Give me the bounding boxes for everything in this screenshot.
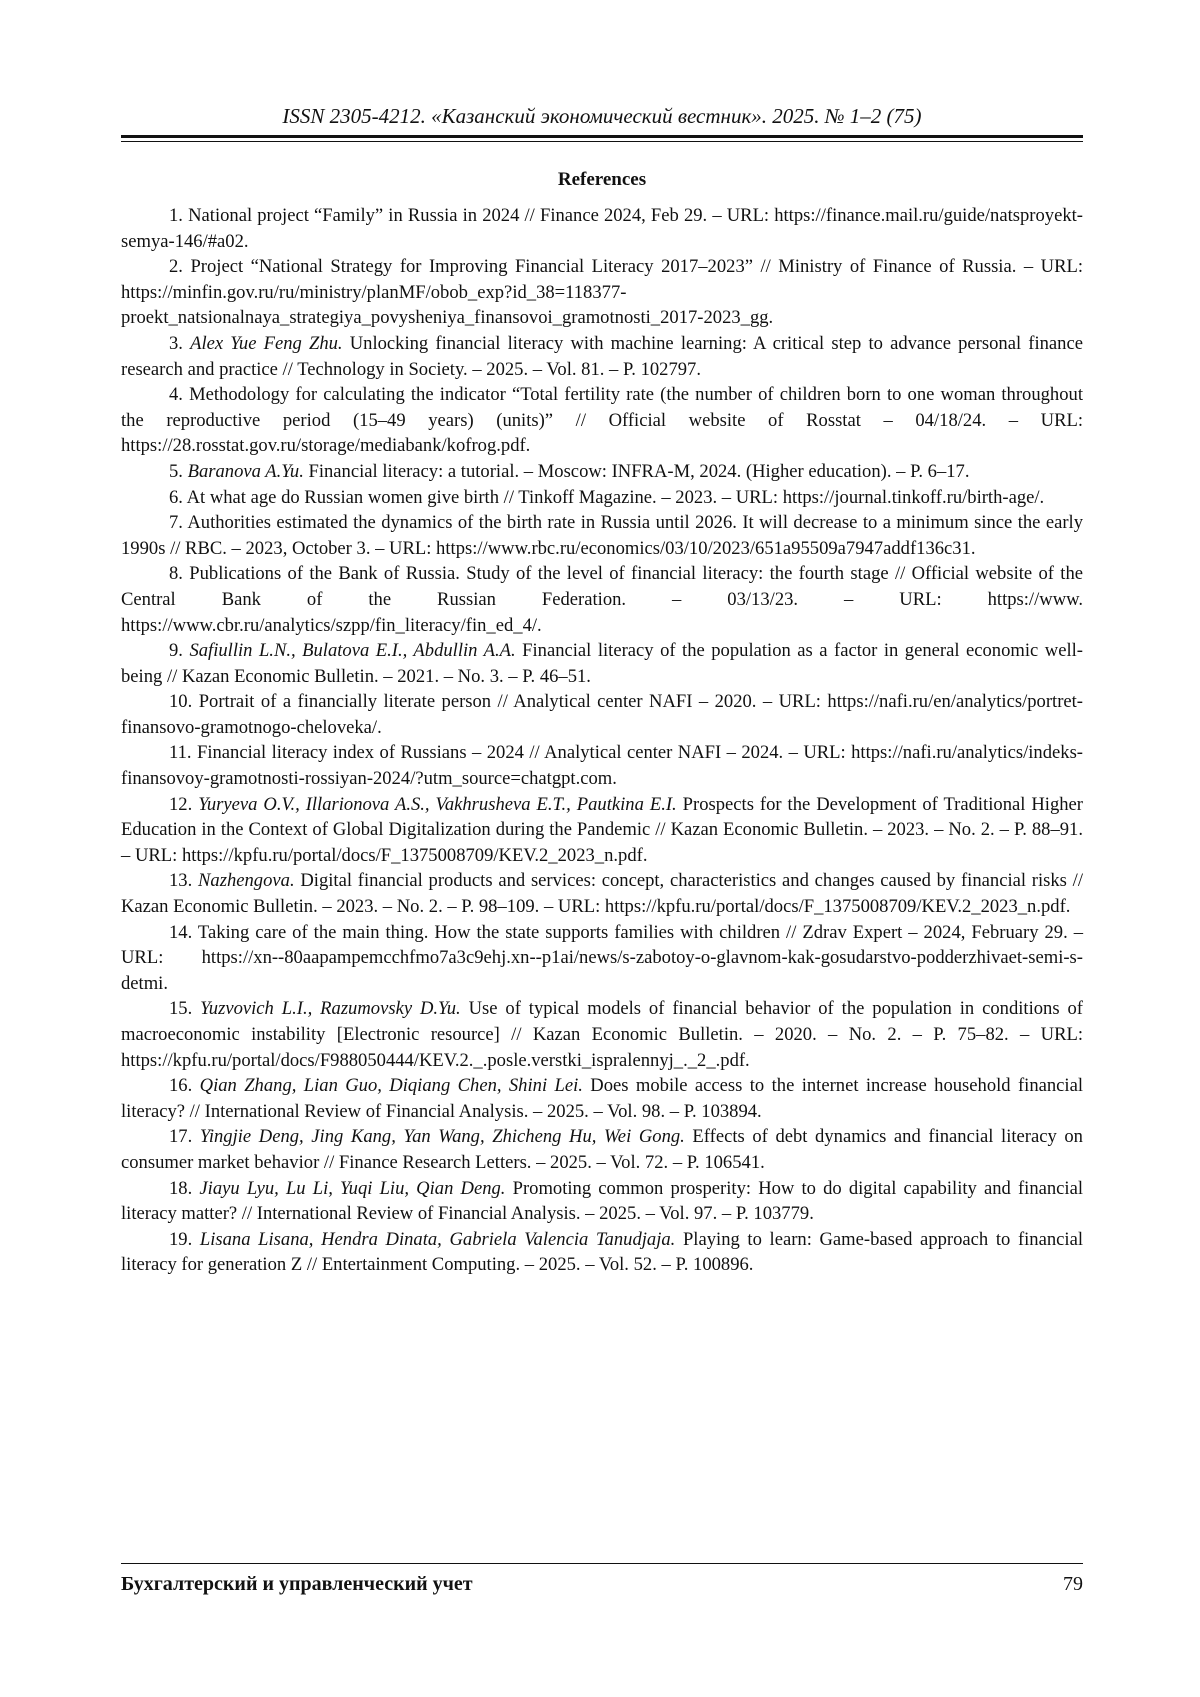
reference-text: Financial literacy of the population as a factor in general economic well-being // Kazan Economic Bulletin. – 2021. – No. 3. – P. 46–51. [121, 640, 1083, 687]
reference-item [121, 254, 1083, 331]
reference-number: 17. [169, 1126, 193, 1148]
reference-text: Effects of debt dynamics and financial literacy on consumer market behavior // Finance Research Letters. – 2025. – Vol. 72. – P. 106541. [121, 1126, 1083, 1173]
reference-item [121, 510, 1083, 561]
reference-text: Unlocking financial literacy with machine learning: A critical step to advance personal finance research and practice // Technology in Society. – 2025. – Vol. 81. – P. 102797. [121, 332, 1083, 380]
reference-item [121, 1124, 1083, 1175]
footer-journal-section: Бухгалтерский и управленческий учет [121, 1573, 473, 1595]
reference-text: Promoting common prosperity: How to do digital capability and financial literacy matter? // International Review of Financial Analysis. – 2025. – Vol. 97. – P. 103779. [121, 1177, 1083, 1225]
reference-number: 4. [169, 384, 183, 406]
references-title: References [557, 169, 647, 190]
reference-authors: Yuzvovich L.I., Razumovsky D.Yu. [200, 998, 461, 1020]
reference-item [121, 1073, 1083, 1124]
reference-text: Playing to learn: Game-based approach to financial literacy for generation Z // Entertainment Computing. – 2025. – Vol. 52. – P. 100896. [121, 1228, 1083, 1276]
reference-text: At what age do Russian women give birth // Tinkoff Magazine. – 2023. – URL: https://journal.tinkoff.ru/birth-age/. [186, 486, 1045, 508]
reference-item [121, 792, 1083, 869]
reference-text: Financial literacy index of Russians – 2024 // Analytical center NAFI – 2024. – URL: https://nafi.ru/analytics/indeks-finansovoy-gramotnosti-rossiyan-2024/?utm_source=chatgpt.com. [121, 742, 1083, 790]
reference-number: 5. [169, 460, 183, 482]
reference-item [121, 459, 1083, 485]
reference-item [121, 485, 1083, 511]
reference-number: 15. [169, 998, 193, 1020]
reference-text: Financial literacy: a tutorial. – Moscow: INFRA-M, 2024. (Higher education). – P. 6–17. [308, 460, 970, 482]
reference-text: Publications of the Bank of Russia. Study of the level of financial literacy: the fourth stage // Official website of the Central Bank of the Russian Federation. – 03/13/23. – URL: https://www. https://www.cbr.ru/analytics/szpp/fin_literacy/fin_ed_4/. [121, 563, 1084, 636]
reference-number: 18. [169, 1177, 193, 1199]
reference-text: Portrait of a financially literate person // Analytical center NAFI – 2020. – URL: https://nafi.ru/en/analytics/portret-finansovo-gramotnogo-cheloveka/. [121, 691, 1083, 738]
reference-item [121, 689, 1083, 740]
reference-number: 13. [169, 870, 193, 892]
reference-number: 19. [169, 1228, 193, 1250]
reference-number: 14. [169, 921, 193, 943]
header-rule-thick [121, 135, 1083, 138]
reference-authors: Yuryeva O.V., Illarionova A.S., Vakhrusheva E.T., Pautkina E.I. [198, 793, 677, 815]
reference-number: 7. [169, 512, 183, 534]
reference-text: Prospects for the Development of Traditional Higher Education in the Context of Global Digitalization during the Pandemic // Kazan Economic Bulletin. – 2023. – No. 2. – P. 88–91. – URL: https://kpfu.ru/portal/docs/F_1375008709/KEV.2_2023_n.pdf. [121, 793, 1083, 866]
reference-number: 6. [169, 486, 183, 508]
references-list [121, 203, 1083, 1278]
reference-authors: Yingjie Deng, Jing Kang, Yan Wang, Zhicheng Hu, Wei Gong. [199, 1126, 685, 1148]
reference-item [121, 920, 1083, 997]
reference-authors: Alex Yue Feng Zhu. [190, 332, 343, 354]
reference-text: Project “National Strategy for Improving Financial Literacy 2017–2023” // Ministry of Finance of Russia. – URL: https://minfin.gov.ru/ru/ministry/planMF/obob_exp?id_38=118377-proekt_natsionalnaya_strategiya_povysheniya_finansovoi_gramotnosti_2017-2023_gg. [121, 256, 1083, 329]
reference-item [121, 1227, 1083, 1278]
page-number: 79 [1063, 1573, 1083, 1595]
reference-authors: Lisana Lisana, Hendra Dinata, Gabriela Valencia Tanudjaja. [199, 1228, 676, 1250]
reference-authors: Safiullin L.N., Bulatova E.I., Abdullin A.A. [189, 640, 516, 662]
reference-item [121, 638, 1083, 689]
reference-number: 2. [169, 256, 183, 278]
reference-number: 16. [169, 1075, 193, 1097]
reference-number: 11. [169, 742, 192, 764]
footer-rule [121, 1563, 1083, 1564]
reference-number: 1. [169, 205, 183, 226]
reference-authors: Jiayu Lyu, Lu Li, Yuqi Liu, Qian Deng. [199, 1177, 506, 1199]
reference-item [121, 203, 1083, 254]
running-header: ISSN 2305-4212. «Казанский экономический вестник». 2025. № 1–2 (75) [282, 104, 922, 128]
reference-item [121, 382, 1083, 459]
reference-text: Methodology for calculating the indicator “Total fertility rate (the number of children born to one woman throughout the reproductive period (15–49 years) (units)” // Official website of Rosstat – 04/18/24. – URL: https://28.rosstat.gov.ru/storage/mediabank/kofrog.pdf. [121, 384, 1083, 457]
reference-item [121, 331, 1083, 382]
reference-authors: Nazhengova. [198, 870, 295, 892]
reference-text: Does mobile access to the internet increase household financial literacy? // International Review of Financial Analysis. – 2025. – Vol. 98. – P. 103894. [121, 1075, 1084, 1122]
reference-text: Taking care of the main thing. How the state supports families with children // Zdrav Expert – 2024, February 29. – URL: https://xn--80aapampemcchfmo7a3c9ehj.xn--p1ai/news/s-zabotoy-o-glavnom-kak-gosudarstvo-podderzhivaet-semi-s-detmi. [121, 921, 1083, 994]
reference-authors: Baranova A.Yu. [187, 460, 304, 482]
reference-number: 10. [169, 691, 193, 713]
reference-authors: Qian Zhang, Lian Guo, Diqiang Chen, Shini Lei. [199, 1075, 583, 1097]
reference-item [121, 1176, 1083, 1227]
header-rule-thin [121, 141, 1083, 142]
reference-text: Digital financial products and services: concept, characteristics and changes caused by financial risks // Kazan Economic Bulletin. – 2023. – No. 2. – P. 98–109. – URL: https://kpfu.ru/portal/docs/F_1375008709/KEV.2_2023_n.pdf. [121, 870, 1083, 918]
reference-text: Use of typical models of financial behavior of the population in conditions of macroeconomic instability [Electronic resource] // Kazan Economic Bulletin. – 2020. – No. 2. – P. 75–82. – URL: https://kpfu.ru/portal/docs/F988050444/KEV.2._.posle.verstki_ispralennyj_._2_.pdf. [121, 998, 1083, 1071]
reference-item [121, 996, 1083, 1073]
reference-number: 12. [169, 793, 193, 815]
reference-text: National project “Family” in Russia in 2024 // Finance 2024, Feb 29. – URL: https://finance.mail.ru/guide/natsproyekt-semya-146/#a02. [121, 205, 1084, 252]
reference-number: 8. [169, 563, 183, 585]
reference-number: 9. [169, 640, 183, 662]
reference-item [121, 561, 1083, 638]
reference-text: Authorities estimated the dynamics of the birth rate in Russia until 2026. It will decrease to a minimum since the early 1990s // RBC. – 2023, October 3. – URL: https://www.rbc.ru/economics/03/10/2023/651a95509a7947addf136c31. [121, 512, 1083, 559]
reference-item [121, 868, 1083, 919]
reference-number: 3. [169, 332, 183, 354]
reference-item [121, 740, 1083, 791]
